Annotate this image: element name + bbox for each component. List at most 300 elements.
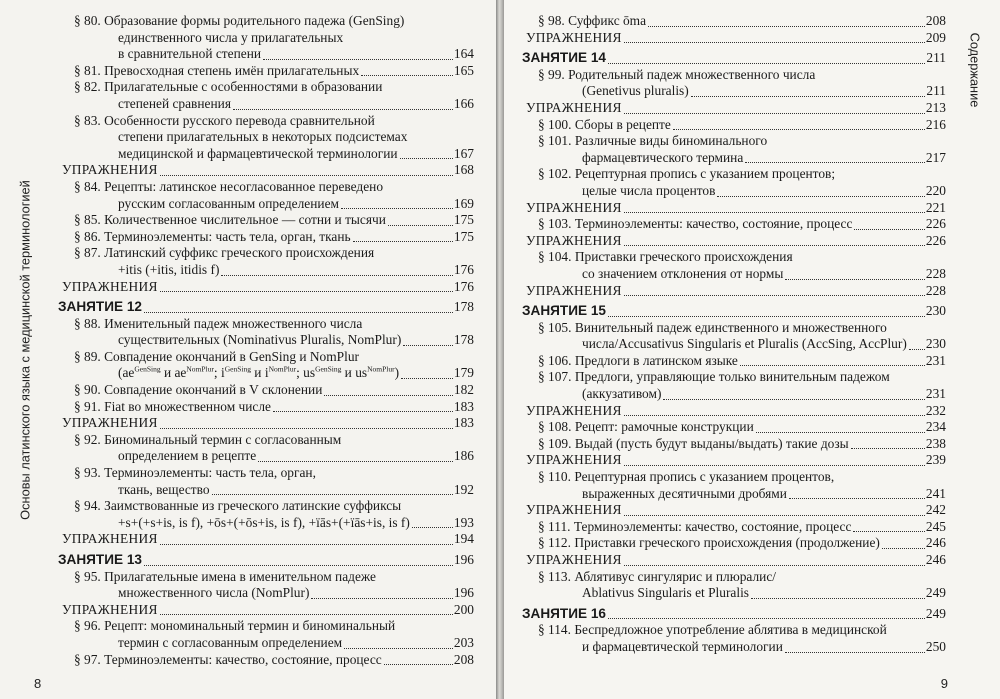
ending: i	[264, 365, 269, 381]
toc-line-text: § 85. Количественное числительное — сотни и тысячи	[74, 212, 386, 228]
toc-page-number: 249	[925, 605, 946, 621]
left-toc	[58, 13, 474, 668]
toc-line	[522, 336, 946, 353]
toc-line-text: степени прилагательных в некоторых подсистемах	[118, 129, 408, 145]
toc-page-number: 250	[925, 638, 946, 654]
toc-lesson-heading	[522, 606, 946, 623]
toc-line-text: единственного числа у прилагательных	[118, 29, 344, 45]
toc-entry	[58, 618, 474, 651]
toc-page-number: 249	[925, 585, 946, 601]
left-page	[0, 0, 496, 699]
toc-line	[58, 618, 474, 635]
toc-page-number: 179	[453, 365, 474, 381]
toc-page-number: 213	[925, 99, 946, 115]
toc-line-text: § 105. Винительный падеж единственного и множественного	[538, 319, 887, 335]
toc-line-text: § 89. Совпадение окончаний в GenSing и NomPlur	[74, 348, 359, 364]
toc-lesson-heading	[522, 303, 946, 320]
toc-leader-dots	[624, 295, 925, 296]
toc-page-number: 217	[925, 149, 946, 165]
toc-page-number: 242	[925, 502, 946, 518]
toc-line-text: +itis (+itis, itidis f)	[118, 261, 220, 277]
toc-entry	[58, 245, 474, 278]
toc-leader-dots	[233, 109, 453, 110]
ending: i	[220, 365, 225, 381]
toc-line	[522, 552, 946, 569]
toc-line	[58, 498, 474, 515]
toc-line	[522, 83, 946, 100]
toc-page-number: 220	[925, 182, 946, 198]
toc-line-text: § 109. Выдай (пусть будут выданы/выдать) такие дозы	[538, 435, 849, 451]
toc-line	[522, 486, 946, 503]
toc-leader-dots	[756, 432, 925, 433]
right-toc	[522, 13, 946, 656]
toc-leader-dots	[403, 345, 453, 346]
toc-line-text: § 88. Именительный падеж множественного числа	[74, 315, 363, 331]
toc-leader-dots	[785, 652, 925, 653]
toc-leader-dots	[263, 59, 453, 60]
toc-line	[522, 469, 946, 486]
toc-leader-dots	[311, 598, 453, 599]
toc-entry	[58, 212, 474, 229]
toc-entry	[58, 382, 474, 399]
toc-leader-dots	[160, 614, 453, 615]
toc-line-text: § 104. Приставки греческого происхождения	[538, 249, 793, 265]
toc-line	[58, 482, 474, 499]
toc-line-text: УПРАЖНЕНИЯ	[526, 199, 622, 215]
left-page-number: 8	[34, 676, 42, 691]
toc-page-number: 211	[926, 50, 946, 66]
toc-line-text: медицинской и фармацевтической терминологии	[118, 145, 398, 161]
toc-line-text: § 81. Превосходная степень имён прилагательных	[74, 62, 360, 78]
toc-leader-dots	[663, 399, 924, 400]
toc-line-text: § 91. Fiat во множественном числе	[74, 398, 271, 414]
toc-leader-dots	[751, 598, 925, 599]
toc-entry	[522, 320, 946, 353]
toc-line	[58, 382, 474, 399]
toc-lesson-heading	[58, 299, 474, 316]
toc-line-text: (Genetivus pluralis)	[582, 83, 689, 99]
toc-entry	[522, 436, 946, 453]
toc-line	[58, 63, 474, 80]
toc-line-text: УПРАЖНЕНИЯ	[62, 162, 158, 178]
toc-line	[58, 552, 474, 569]
toc-page-number: 228	[925, 265, 946, 281]
toc-line	[522, 133, 946, 150]
toc-page-number: 239	[925, 452, 946, 468]
toc-line-text: ткань, вещество	[118, 481, 210, 497]
toc-entry	[522, 249, 946, 282]
toc-page-number: 183	[453, 415, 474, 431]
toc-line	[58, 531, 474, 548]
toc-page-number: 231	[925, 386, 946, 402]
case-marker: NomPlur	[367, 365, 395, 374]
toc-leader-dots	[624, 565, 925, 566]
toc-line-text: числа/Accusativus Singularis et Pluralis (AccSing, AccPlur)	[582, 336, 907, 352]
toc-line-text: § 99. Родительный падеж множественного числа	[538, 66, 816, 82]
toc-line-text: § 82. Прилагательные с особенностями в образовании	[74, 79, 383, 95]
toc-leader-dots	[160, 544, 453, 545]
toc-exercises	[522, 552, 946, 569]
case-marker: NomPlur	[268, 365, 297, 374]
toc-line-text: § 113. Аблятивус сингулярис и плюралис/	[538, 568, 777, 584]
toc-leader-dots	[909, 349, 925, 350]
case-marker: NomPlur	[186, 365, 214, 374]
toc-leader-dots	[160, 428, 453, 429]
toc-line	[522, 386, 946, 403]
toc-entry	[522, 569, 946, 602]
toc-line	[58, 96, 474, 113]
toc-line-text: ЗАНЯТИЕ 14	[522, 50, 606, 66]
toc-line-text: § 102. Рецептурная пропись с указанием процентов;	[538, 166, 836, 182]
toc-leader-dots	[785, 279, 925, 280]
toc-line-text: целые числа процентов	[582, 182, 716, 198]
toc-line-text: § 94. Заимствованные из греческого латинские суффиксы	[74, 498, 402, 514]
toc-exercises	[58, 279, 474, 296]
toc-line	[58, 13, 474, 30]
toc-line-text: Ablativus Singularis et Pluralis	[582, 585, 750, 601]
toc-page-number: 176	[453, 278, 474, 294]
toc-page-number: 166	[453, 95, 474, 111]
toc-line	[522, 30, 946, 47]
toc-line-text: УПРАЖНЕНИЯ	[526, 402, 622, 418]
toc-page-number: 196	[453, 552, 474, 567]
toc-page-number: 200	[453, 601, 474, 617]
toc-leader-dots	[624, 212, 925, 213]
toc-page-number: 238	[925, 435, 946, 451]
toc-line-text: УПРАЖНЕНИЯ	[62, 601, 158, 617]
toc-line	[58, 79, 474, 96]
toc-line-text: УПРАЖНЕНИЯ	[62, 531, 158, 547]
case-marker: GenSing	[134, 365, 161, 374]
toc-page-number: 245	[925, 518, 946, 534]
toc-line	[58, 365, 474, 382]
toc-entry	[58, 179, 474, 212]
toc-line-text: ЗАНЯТИЕ 13	[58, 552, 142, 567]
book-gutter	[496, 0, 504, 699]
toc-line	[58, 399, 474, 416]
toc-line-text: УПРАЖНЕНИЯ	[526, 282, 622, 298]
toc-line-text: степеней сравнения	[118, 95, 231, 111]
toc-line	[58, 279, 474, 296]
toc-leader-dots	[273, 411, 453, 412]
toc-leader-dots	[160, 175, 453, 176]
toc-entry	[522, 535, 946, 552]
toc-page-number: 169	[453, 195, 474, 211]
toc-line-text: УПРАЖНЕНИЯ	[62, 278, 158, 294]
toc-line	[522, 166, 946, 183]
toc-leader-dots	[854, 229, 924, 230]
toc-line-text: § 98. Суффикс ōma	[538, 13, 647, 28]
toc-endings-text: ($ae^{GenSing}$ и $ae^{NomPlur}$; $i^{GenSing}$ и $i^{NomPlur}$; $us^{GenSing}$ и $us^{NomPlur}$)	[118, 365, 400, 381]
toc-entry	[58, 569, 474, 602]
toc-page-number: 208	[925, 13, 946, 28]
toc-line-text: существительных (Nominativus Pluralis, NomPlur)	[118, 332, 402, 348]
case-marker: GenSing	[315, 365, 342, 374]
toc-line	[522, 117, 946, 134]
toc-page-number: 241	[925, 485, 946, 501]
toc-line	[58, 652, 474, 669]
toc-line	[522, 303, 946, 320]
toc-leader-dots	[388, 225, 453, 226]
toc-line-text: § 103. Терминоэлементы: качество, состояние, процесс	[538, 216, 853, 232]
toc-exercises	[522, 502, 946, 519]
toc-leader-dots	[212, 494, 453, 495]
toc-line-text: § 110. Рецептурная пропись с указанием процентов,	[538, 469, 835, 485]
toc-entry	[522, 419, 946, 436]
toc-page-number: 183	[453, 398, 474, 414]
toc-line	[58, 635, 474, 652]
toc-leader-dots	[851, 448, 925, 449]
toc-lesson-heading	[58, 552, 474, 569]
toc-leader-dots	[258, 461, 453, 462]
toc-page-number: 226	[925, 216, 946, 232]
toc-leader-dots	[691, 96, 926, 97]
toc-leader-dots	[853, 531, 924, 532]
toc-entry	[522, 622, 946, 655]
toc-line	[522, 13, 946, 30]
toc-entry	[522, 166, 946, 199]
toc-line	[522, 403, 946, 420]
toc-line	[522, 585, 946, 602]
toc-leader-dots	[221, 275, 453, 276]
toc-line-text: § 106. Предлоги в латинском языке	[538, 352, 738, 368]
toc-page-number: 221	[925, 199, 946, 215]
toc-leader-dots	[353, 241, 453, 242]
toc-line-text: § 93. Терминоэлементы: часть тела, орган,	[74, 465, 316, 481]
toc-line	[58, 245, 474, 262]
toc-lesson-heading	[522, 50, 946, 67]
toc-line	[58, 448, 474, 465]
toc-page-number: 228	[925, 282, 946, 298]
toc-exercises	[522, 30, 946, 47]
toc-leader-dots	[745, 162, 925, 163]
toc-leader-dots	[400, 158, 453, 159]
toc-line-text: § 100. Сборы в рецепте	[538, 116, 671, 132]
toc-line-text: УПРАЖНЕНИЯ	[62, 415, 158, 431]
toc-exercises	[522, 200, 946, 217]
toc-line-text: § 87. Латинский суффикс греческого происхождения	[74, 245, 375, 261]
toc-entry	[522, 369, 946, 402]
toc-line-text: § 80. Образование формы родительного падежа (GenSing)	[74, 13, 405, 28]
toc-line	[522, 353, 946, 370]
toc-page-number: 178	[453, 332, 474, 348]
ending: ae	[174, 365, 187, 381]
toc-leader-dots	[324, 395, 453, 396]
toc-line	[58, 569, 474, 586]
right-page	[504, 0, 1000, 699]
toc-page-number: 208	[453, 651, 474, 667]
toc-page-number: 230	[925, 303, 946, 319]
toc-page-number: 176	[453, 261, 474, 277]
toc-exercises	[522, 233, 946, 250]
toc-line	[58, 332, 474, 349]
toc-line	[522, 436, 946, 453]
toc-leader-dots	[624, 42, 925, 43]
toc-page-number: 182	[453, 382, 474, 398]
toc-leader-dots	[401, 378, 453, 379]
toc-leader-dots	[608, 618, 925, 619]
toc-page-number: 246	[925, 552, 946, 567]
right-running-title: Содержание	[967, 32, 983, 108]
toc-line-text: множественного числа (NomPlur)	[118, 585, 310, 601]
toc-entry	[522, 519, 946, 536]
toc-line	[58, 515, 474, 532]
toc-line	[58, 316, 474, 333]
toc-line-text: ЗАНЯТИЕ 16	[522, 605, 606, 621]
toc-leader-dots	[608, 63, 925, 64]
toc-entry	[58, 652, 474, 669]
toc-entry	[58, 399, 474, 416]
toc-line-text: § 95. Прилагательные имена в именительном падеже	[74, 568, 376, 584]
toc-line	[522, 535, 946, 552]
toc-entry	[522, 353, 946, 370]
toc-line	[522, 639, 946, 656]
toc-entry	[58, 432, 474, 465]
toc-leader-dots	[648, 26, 925, 27]
right-page-number: 9	[940, 676, 948, 691]
toc-exercises	[58, 162, 474, 179]
toc-line	[58, 196, 474, 213]
toc-line	[58, 262, 474, 279]
toc-line-text: ЗАНЯТИЕ 15	[522, 303, 606, 319]
toc-page-number: 234	[925, 419, 946, 435]
toc-line	[58, 432, 474, 449]
toc-line	[58, 129, 474, 146]
ending: us	[303, 365, 316, 381]
toc-leader-dots	[624, 465, 925, 466]
toc-page-number: 178	[453, 299, 474, 315]
toc-line-text: § 96. Рецепт: мономинальный термин и биноминальный	[74, 618, 396, 634]
toc-line	[58, 349, 474, 366]
toc-line-text: со значением отклонения от нормы	[582, 265, 784, 281]
toc-line	[58, 585, 474, 602]
toc-line-text: +s+(+s+is, is f), +ōs+(+ōs+is, is f), +ïās+(+ïās+is, is f)	[118, 514, 410, 530]
toc-line-text: русским согласованным определением	[118, 195, 340, 211]
toc-line-text: УПРАЖНЕНИЯ	[526, 99, 622, 115]
ending: ae	[122, 365, 135, 381]
toc-leader-dots	[361, 75, 453, 76]
toc-entry	[58, 349, 474, 382]
toc-exercises	[58, 531, 474, 548]
toc-page-number: 211	[926, 83, 946, 99]
toc-line-text: § 108. Рецепт: рамочные конструкции	[538, 419, 754, 435]
toc-line	[522, 100, 946, 117]
toc-leader-dots	[624, 515, 925, 516]
toc-line	[522, 200, 946, 217]
toc-leader-dots	[384, 664, 453, 665]
toc-page-number: 192	[453, 481, 474, 497]
toc-leader-dots	[144, 312, 453, 313]
toc-page-number: 196	[453, 585, 474, 601]
toc-line	[58, 229, 474, 246]
toc-line	[522, 67, 946, 84]
toc-line-text: § 92. Биноминальный термин с согласованным	[74, 431, 342, 447]
toc-exercises	[522, 283, 946, 300]
toc-line-text: § 83. Особенности русского перевода сравнительной	[74, 112, 375, 128]
toc-entry	[58, 229, 474, 246]
toc-page-number: 209	[925, 29, 946, 45]
toc-page-number: 186	[453, 448, 474, 464]
toc-line-text: § 107. Предлоги, управляющие только винительным падежом	[538, 369, 890, 385]
toc-leader-dots	[789, 498, 925, 499]
toc-line-text: в сравнительной степени	[118, 46, 262, 62]
toc-line	[58, 465, 474, 482]
toc-entry	[58, 63, 474, 80]
toc-line-text: УПРАЖНЕНИЯ	[526, 552, 622, 567]
toc-line	[58, 113, 474, 130]
toc-line	[522, 452, 946, 469]
toc-leader-dots	[624, 415, 925, 416]
toc-line-text: § 90. Совпадение окончаний в V склонении	[74, 382, 323, 398]
toc-page-number: 194	[453, 531, 474, 547]
toc-line	[58, 212, 474, 229]
toc-leader-dots	[144, 565, 453, 566]
toc-line	[522, 419, 946, 436]
toc-entry	[58, 465, 474, 498]
toc-line	[58, 30, 474, 47]
toc-line	[58, 146, 474, 163]
toc-entry	[522, 216, 946, 233]
toc-line-text: § 101. Различные виды биноминального	[538, 133, 768, 149]
toc-line-text: § 86. Терминоэлементы: часть тела, орган, ткань	[74, 228, 351, 244]
toc-line-text: УПРАЖНЕНИЯ	[526, 232, 622, 248]
toc-line	[58, 179, 474, 196]
toc-entry	[522, 117, 946, 134]
toc-entry	[58, 498, 474, 531]
toc-page-number: 165	[453, 62, 474, 78]
toc-page-number: 167	[453, 145, 474, 161]
toc-exercises	[58, 602, 474, 619]
toc-line	[522, 249, 946, 266]
toc-leader-dots	[624, 113, 925, 114]
toc-page-number: 175	[453, 228, 474, 244]
toc-entry	[58, 13, 474, 63]
toc-line	[58, 162, 474, 179]
left-running-title: Основы латинского языка с медицинской терминологией	[17, 180, 33, 520]
toc-leader-dots	[341, 208, 453, 209]
toc-exercises	[522, 452, 946, 469]
toc-line	[522, 183, 946, 200]
toc-leader-dots	[740, 365, 925, 366]
toc-line-text: выраженных десятичными дробями	[582, 485, 787, 501]
toc-line	[522, 622, 946, 639]
toc-page-number: 193	[453, 514, 474, 530]
toc-page-number: 232	[925, 402, 946, 418]
toc-line	[522, 283, 946, 300]
toc-line	[58, 46, 474, 63]
toc-line	[522, 266, 946, 283]
toc-page-number: 230	[925, 336, 946, 352]
toc-line-text: § 111. Терминоэлементы: качество, состояние, процесс	[538, 518, 852, 534]
toc-page-number: 203	[453, 634, 474, 650]
toc-entry	[522, 469, 946, 502]
toc-line-text: УПРАЖНЕНИЯ	[526, 502, 622, 518]
toc-line	[522, 216, 946, 233]
toc-leader-dots	[412, 527, 453, 528]
toc-exercises	[522, 403, 946, 420]
toc-line	[522, 50, 946, 67]
toc-line-text: фармацевтического термина	[582, 149, 744, 165]
toc-entry	[58, 79, 474, 112]
toc-page-number: 216	[925, 116, 946, 132]
toc-line	[58, 415, 474, 432]
toc-leader-dots	[717, 196, 924, 197]
toc-line	[522, 502, 946, 519]
toc-exercises	[522, 100, 946, 117]
toc-page-number: 164	[453, 46, 474, 62]
toc-line-text: § 84. Рецепты: латинское несогласованное переведено	[74, 178, 384, 194]
toc-leader-dots	[344, 648, 453, 649]
